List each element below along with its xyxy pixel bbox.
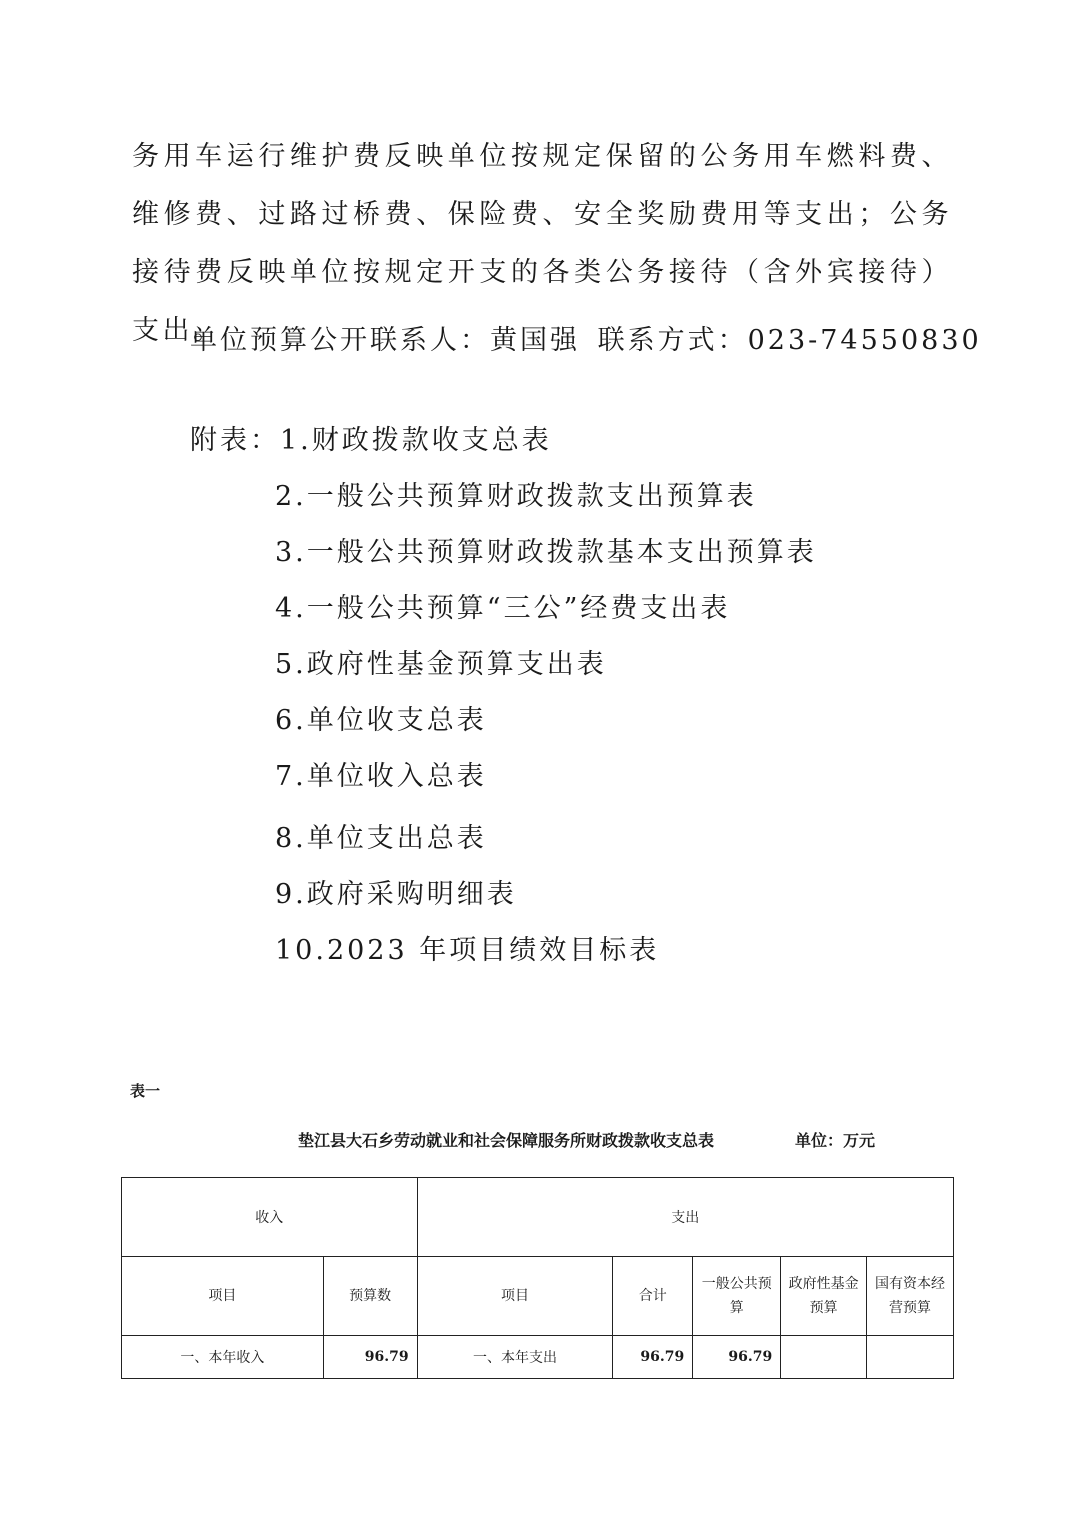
annex-item: 3.一般公共预算财政拨款基本支出预算表 — [275, 537, 817, 568]
expense-group-header: 支出 — [417, 1178, 953, 1257]
contact-method: 联系方式：023-74550830 — [597, 325, 982, 356]
annex-item: 5.政府性基金预算支出表 — [275, 649, 607, 680]
col-header-fund-budget: 政府性基金预算 — [781, 1257, 867, 1336]
table-title: 垫江县大石乡劳动就业和社会保障服务所财政拨款收支总表 — [298, 1131, 715, 1150]
annex-item: 8.单位支出总表 — [275, 823, 487, 854]
cell-income-item: 一、本年收入 — [122, 1336, 324, 1379]
table-tag: 表一 — [130, 1082, 161, 1100]
annex-heading: 附表：1.财政拨款收支总表 — [190, 425, 552, 456]
cell-income-budget: 96.79 — [323, 1336, 417, 1379]
table-row — [122, 1336, 954, 1379]
col-header-total: 合计 — [613, 1257, 693, 1336]
contact-label: 单位预算公开联系人：黄国强 — [190, 325, 580, 356]
annex-item: 10.2023 年项目绩效目标表 — [275, 935, 660, 966]
col-header-expense-item: 项目 — [417, 1257, 613, 1336]
col-header-income-item: 项目 — [122, 1257, 324, 1336]
annex-item: 7.单位收入总表 — [275, 761, 487, 792]
annex-item: 4.一般公共预算“三公”经费支出表 — [275, 593, 731, 624]
col-header-general-budget: 一般公共预算 — [693, 1257, 781, 1336]
cell-fund-budget — [781, 1336, 867, 1379]
col-header-state-capital-budget: 国有资本经营预算 — [867, 1257, 954, 1336]
body-paragraph: 务用车运行维护费反映单位按规定保留的公务用车燃料费、维修费、过路过桥费、保险费、安全奖励费用等支出；公务接待费反映单位按规定开支的各类公务接待（含外宾接待）支出。 — [132, 141, 952, 346]
cell-general-budget: 96.79 — [693, 1336, 781, 1379]
cell-state-capital-budget — [867, 1336, 954, 1379]
annex-item: 2.一般公共预算财政拨款支出预算表 — [275, 481, 757, 512]
table-unit: 单位：万元 — [795, 1131, 876, 1150]
annex-item: 9.政府采购明细表 — [275, 879, 517, 910]
group-header-row — [122, 1178, 954, 1257]
budget-table — [121, 1177, 954, 1379]
cell-total: 96.79 — [613, 1336, 693, 1379]
contact-line — [190, 318, 982, 357]
column-header-row — [122, 1257, 954, 1336]
col-header-budget: 预算数 — [323, 1257, 417, 1336]
annex-item: 6.单位收支总表 — [275, 705, 487, 736]
cell-expense-item: 一、本年支出 — [417, 1336, 613, 1379]
income-group-header: 收入 — [122, 1178, 418, 1257]
